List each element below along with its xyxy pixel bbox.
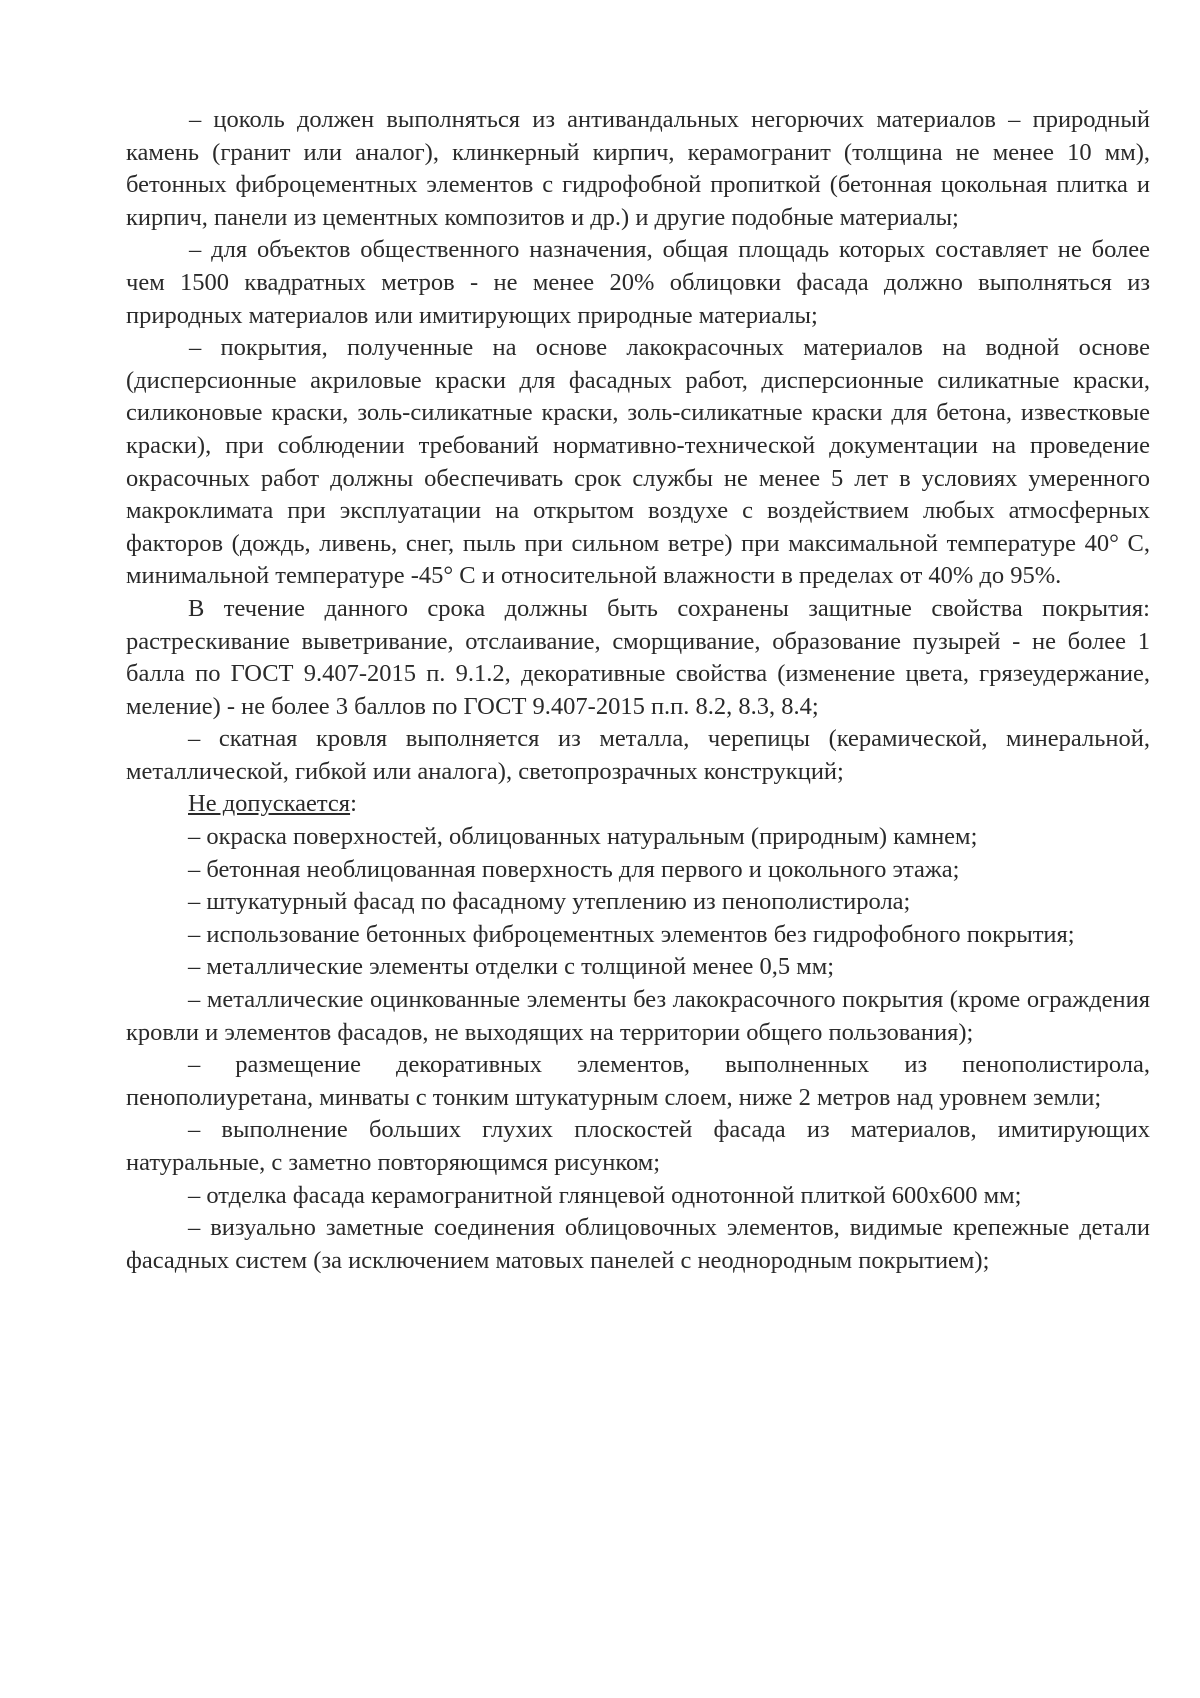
- paragraph-plinth: – цоколь должен выполняться из антивандальных негорючих материалов – природный камень (гранит или аналог), клинкерный кирпич, керамогранит (толщина не менее 10 мм), бетонных фиброцементных элементов с гидрофобной пропиткой (бетонная цокольная плитка и кирпич, панели из цементных композитов и др.) и другие подобные материалы;: [126, 106, 1150, 231]
- not-allowed-item: – металлические оцинкованные элементы без лакокрасочного покрытия (кроме ограждения кровли и элементов фасадов, не выходящих на территории общего пользования);: [126, 986, 1150, 1046]
- not-allowed-item: – визуально заметные соединения облицовочных элементов, видимые крепежные детали фасадных систем (за исключением матовых панелей с неоднородным покрытием);: [126, 1214, 1150, 1274]
- not-allowed-item: – бетонная необлицованная поверхность для первого и цокольного этажа;: [188, 855, 960, 883]
- not-allowed-item: – использование бетонных фиброцементных элементов без гидрофобного покрытия;: [188, 920, 1075, 948]
- paragraph-coatings: – покрытия, полученные на основе лакокрасочных материалов на водной основе (дисперсионные акриловые краски для фасадных работ, дисперсионные силикатные краски, силиконовые краски, золь-силикатные краски, золь-силикатные краски для бетона, известковые краски), при соблюдении требований нормативно-технической документации на проведение окрасочных работ должны обеспечивать срок службы не менее 5 лет в условиях умеренного макроклимата при эксплуатации на открытом воздухе с воздействием любых атмосферных факторов (дождь, ливень, снег, пыль при сильном ветре) при максимальной температуре 40° С, минимальной температуре -45° С и относительной влажности в пределах от 40% до 95%.: [126, 334, 1150, 590]
- not-allowed-heading-text: Не допускается: [188, 790, 351, 818]
- not-allowed-item: – отделка фасада керамогранитной глянцевой однотонной плиткой 600х600 мм;: [188, 1181, 1022, 1209]
- document-body: [126, 104, 1150, 1277]
- not-allowed-item: – размещение декоративных элементов, выполненных из пенополистирола, пенополиуретана, минваты с тонким штукатурным слоем, ниже 2 метров над уровнем земли;: [126, 1051, 1150, 1111]
- not-allowed-item: – штукатурный фасад по фасадному утеплению из пенополистирола;: [188, 888, 911, 916]
- not-allowed-item: – окраска поверхностей, облицованных натуральным (природным) камнем;: [188, 823, 978, 851]
- paragraph-public-objects: – для объектов общественного назначения, общая площадь которых составляет не более чем 1500 квадратных метров - не менее 20% облицовки фасада должно выполняться из природных материалов или имитирующих природные материалы;: [126, 236, 1150, 329]
- paragraph-pitched-roof: – скатная кровля выполняется из металла, черепицы (керамической, минеральной, металлической, гибкой или аналога), светопрозрачных конструкций;: [126, 725, 1150, 785]
- not-allowed-item: – металлические элементы отделки с толщиной менее 0,5 мм;: [188, 953, 835, 981]
- not-allowed-heading: [126, 788, 1150, 821]
- paragraph-protective-properties: В течение данного срока должны быть сохранены защитные свойства покрытия: растрескивание выветривание, отслаивание, сморщивание, образование пузырей - не более 1 балла по ГОСТ 9.407-2015 п. 9.1.2, декоративные свойства (изменение цвета, грязеудержание, меление) - не более 3 баллов по ГОСТ 9.407-2015 п.п. 8.2, 8.3, 8.4;: [126, 594, 1150, 720]
- not-allowed-item: – выполнение больших глухих плоскостей фасада из материалов, имитирующих натуральные, с заметно повторяющимся рисунком;: [126, 1116, 1150, 1176]
- not-allowed-heading-colon: :: [350, 790, 357, 818]
